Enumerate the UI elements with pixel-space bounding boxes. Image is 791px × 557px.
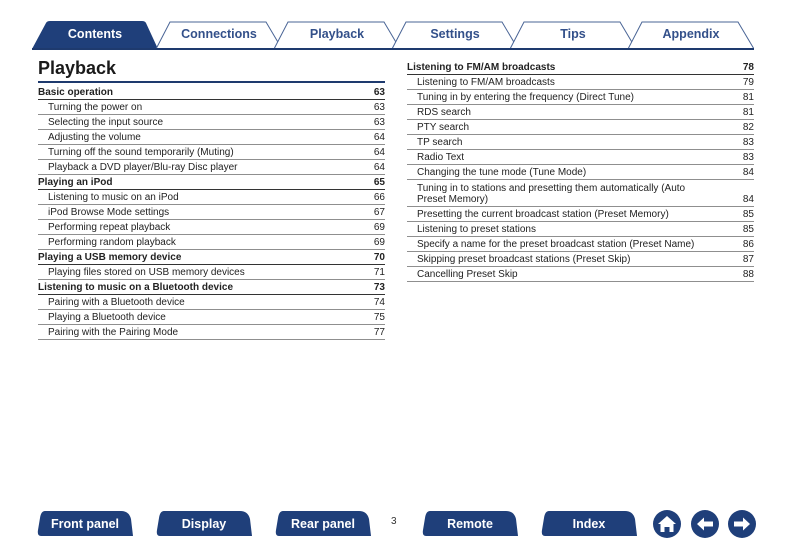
toc-entry-label: Selecting the input source bbox=[48, 117, 164, 128]
toc-entry-label: Listening to FM/AM broadcasts bbox=[417, 77, 555, 88]
tab-underline bbox=[32, 48, 754, 50]
button-label: Front panel bbox=[50, 516, 120, 531]
toc-page-number: 73 bbox=[373, 282, 385, 293]
toc-entry-label: Pairing with the Pairing Mode bbox=[48, 327, 179, 338]
toc-section-heading[interactable] bbox=[38, 85, 385, 100]
toc-page-number: 63 bbox=[373, 102, 385, 113]
toc-entry-label: Cancelling Preset Skip bbox=[417, 269, 518, 280]
toc-entry-label: Playback a DVD player/Blu-ray Disc player bbox=[48, 162, 238, 173]
toc-entry-label: Turning off the sound temporarily (Muting) bbox=[48, 147, 234, 158]
button-label: Rear panel bbox=[291, 516, 355, 531]
toc-entry-label: iPod Browse Mode settings bbox=[48, 207, 170, 218]
toc-entry-label: Tuning in by entering the frequency (Direct Tune) bbox=[417, 92, 634, 103]
front-panel-button[interactable] bbox=[37, 510, 133, 537]
toc-entry[interactable] bbox=[38, 115, 385, 130]
toc-entry-label: Listening to music on an iPod bbox=[48, 192, 179, 203]
toc-entry-label: Listening to preset stations bbox=[417, 224, 536, 235]
toc-page-number: 82 bbox=[742, 122, 754, 133]
tab-contents[interactable] bbox=[32, 20, 158, 48]
arrow-left-icon bbox=[690, 509, 720, 539]
toc-entry-label: Turning the power on bbox=[48, 102, 143, 113]
toc-entry-label: Changing the tune mode (Tune Mode) bbox=[417, 167, 587, 178]
toc-page-number: 77 bbox=[373, 327, 385, 338]
tab-label: Playback bbox=[309, 27, 365, 41]
toc-section-heading[interactable] bbox=[38, 280, 385, 295]
toc-entry-label: Playing a USB memory device bbox=[38, 252, 182, 263]
toc-entry-label: Adjusting the volume bbox=[48, 132, 141, 143]
toc-entry[interactable] bbox=[38, 295, 385, 310]
toc-entry-label: Performing repeat playback bbox=[48, 222, 171, 233]
toc-page-number: 83 bbox=[742, 137, 754, 148]
toc-entry[interactable] bbox=[407, 267, 754, 282]
toc-entry[interactable] bbox=[38, 310, 385, 325]
tab-appendix[interactable] bbox=[628, 20, 754, 48]
toc-entry-label: Listening to music on a Bluetooth device bbox=[38, 282, 234, 293]
arrow-right-icon bbox=[727, 509, 757, 539]
toc-section-heading[interactable] bbox=[38, 250, 385, 265]
tab-label: Contents bbox=[67, 27, 123, 41]
toc-page-number: 83 bbox=[742, 152, 754, 163]
toc-page-number: 69 bbox=[373, 237, 385, 248]
toc-entry[interactable] bbox=[407, 165, 754, 180]
toc-entry-label: Specify a name for the preset broadcast station (Preset Name) bbox=[417, 239, 695, 250]
toc-entry-label: Performing random playback bbox=[48, 237, 176, 248]
toc-entry-label: Presetting the current broadcast station (Preset Memory) bbox=[417, 209, 669, 220]
page-title: Playback bbox=[38, 58, 117, 78]
button-label: Display bbox=[181, 516, 227, 531]
rear-panel-button[interactable] bbox=[275, 510, 371, 537]
display-button[interactable] bbox=[156, 510, 252, 537]
toc-entry-label: Playing files stored on USB memory devices bbox=[48, 267, 245, 278]
tab-label: Settings bbox=[430, 27, 480, 41]
toc-entry-label: Listening to FM/AM broadcasts bbox=[407, 62, 556, 73]
tab-label: Tips bbox=[560, 27, 586, 41]
tab-playback[interactable] bbox=[274, 20, 400, 48]
toc-entry-label: Radio Text bbox=[417, 152, 465, 163]
toc-page-number: 79 bbox=[742, 77, 754, 88]
toc-entry-label: Basic operation bbox=[38, 87, 114, 98]
toc-page-number: 85 bbox=[742, 209, 754, 220]
toc-entry[interactable] bbox=[38, 160, 385, 175]
toc-page-number: 70 bbox=[373, 252, 385, 263]
toc-page-number: 69 bbox=[373, 222, 385, 233]
toc-entry[interactable] bbox=[407, 75, 754, 90]
toc-page-number: 64 bbox=[373, 162, 385, 173]
toc-page-number: 67 bbox=[373, 207, 385, 218]
toc-page-number: 86 bbox=[742, 239, 754, 250]
toc-entry[interactable] bbox=[407, 120, 754, 135]
toc-page-number: 64 bbox=[373, 147, 385, 158]
toc-entry[interactable] bbox=[38, 235, 385, 250]
toc-page-number: 64 bbox=[373, 132, 385, 143]
toc-left-column bbox=[38, 85, 385, 340]
index-button[interactable] bbox=[541, 510, 637, 537]
toc-page-number: 65 bbox=[373, 177, 385, 188]
tab-label: Connections bbox=[181, 27, 257, 41]
toc-entry[interactable] bbox=[407, 90, 754, 105]
remote-button[interactable] bbox=[422, 510, 518, 537]
toc-entry-label: Playing a Bluetooth device bbox=[48, 312, 166, 323]
toc-entry[interactable] bbox=[407, 180, 754, 207]
toc-page-number: 78 bbox=[742, 62, 754, 73]
page-number: 3 bbox=[391, 516, 397, 527]
toc-page-number: 81 bbox=[742, 92, 754, 103]
forward-button[interactable] bbox=[727, 509, 757, 539]
home-button[interactable] bbox=[652, 509, 682, 539]
toc-entry[interactable] bbox=[407, 150, 754, 165]
toc-entry[interactable] bbox=[38, 325, 385, 340]
toc-page-number: 84 bbox=[742, 167, 754, 178]
back-button[interactable] bbox=[690, 509, 720, 539]
tab-settings[interactable] bbox=[392, 20, 518, 48]
toc-entry[interactable] bbox=[38, 145, 385, 160]
tab-connections[interactable] bbox=[156, 20, 282, 48]
toc-page-number: 63 bbox=[373, 117, 385, 128]
toc-entry-label: PTY search bbox=[417, 122, 470, 133]
toc-entry-label: Skipping preset broadcast stations (Preset Skip) bbox=[417, 254, 631, 265]
toc-page-number: 85 bbox=[742, 224, 754, 235]
toc-entry-label: Playing an iPod bbox=[38, 177, 113, 188]
toc-entry[interactable] bbox=[38, 265, 385, 280]
tab-bar bbox=[32, 20, 754, 50]
title-divider bbox=[38, 81, 385, 83]
toc-section-heading[interactable] bbox=[38, 175, 385, 190]
toc-page-number: 87 bbox=[742, 254, 754, 265]
tab-tips[interactable] bbox=[510, 20, 636, 48]
button-label: Remote bbox=[447, 516, 493, 531]
toc-page-number: 81 bbox=[742, 107, 754, 118]
toc-entry[interactable] bbox=[407, 252, 754, 267]
toc-entry-label bbox=[417, 183, 734, 205]
toc-page-number: 74 bbox=[373, 297, 385, 308]
toc-entry-label-line: Tuning in to stations and presetting them automatically (Auto bbox=[417, 183, 686, 194]
toc-entry[interactable] bbox=[407, 222, 754, 237]
toc-page-number: 63 bbox=[373, 87, 385, 98]
toc-page-number: 84 bbox=[742, 194, 754, 205]
toc-entry[interactable] bbox=[38, 220, 385, 235]
toc-entry-label: TP search bbox=[417, 137, 463, 148]
toc-entry[interactable] bbox=[38, 190, 385, 205]
tab-label: Appendix bbox=[662, 27, 720, 41]
toc-entry[interactable] bbox=[38, 205, 385, 220]
toc-entry[interactable] bbox=[407, 105, 754, 120]
toc-page-number: 66 bbox=[373, 192, 385, 203]
toc-entry-label-line: Preset Memory) bbox=[417, 194, 489, 205]
toc-entry-label: Pairing with a Bluetooth device bbox=[48, 297, 185, 308]
toc-entry[interactable] bbox=[38, 130, 385, 145]
toc-entry-label: RDS search bbox=[417, 107, 471, 118]
home-icon bbox=[652, 509, 682, 539]
toc-section-heading[interactable] bbox=[407, 60, 754, 75]
toc-entry[interactable] bbox=[38, 100, 385, 115]
toc-right-column bbox=[407, 60, 754, 282]
toc-page-number: 88 bbox=[742, 269, 754, 280]
button-label: Index bbox=[572, 516, 606, 531]
toc-entry[interactable] bbox=[407, 135, 754, 150]
toc-page-number: 75 bbox=[373, 312, 385, 323]
toc-entry[interactable] bbox=[407, 207, 754, 222]
toc-page-number: 71 bbox=[373, 267, 385, 278]
toc-entry[interactable] bbox=[407, 237, 754, 252]
